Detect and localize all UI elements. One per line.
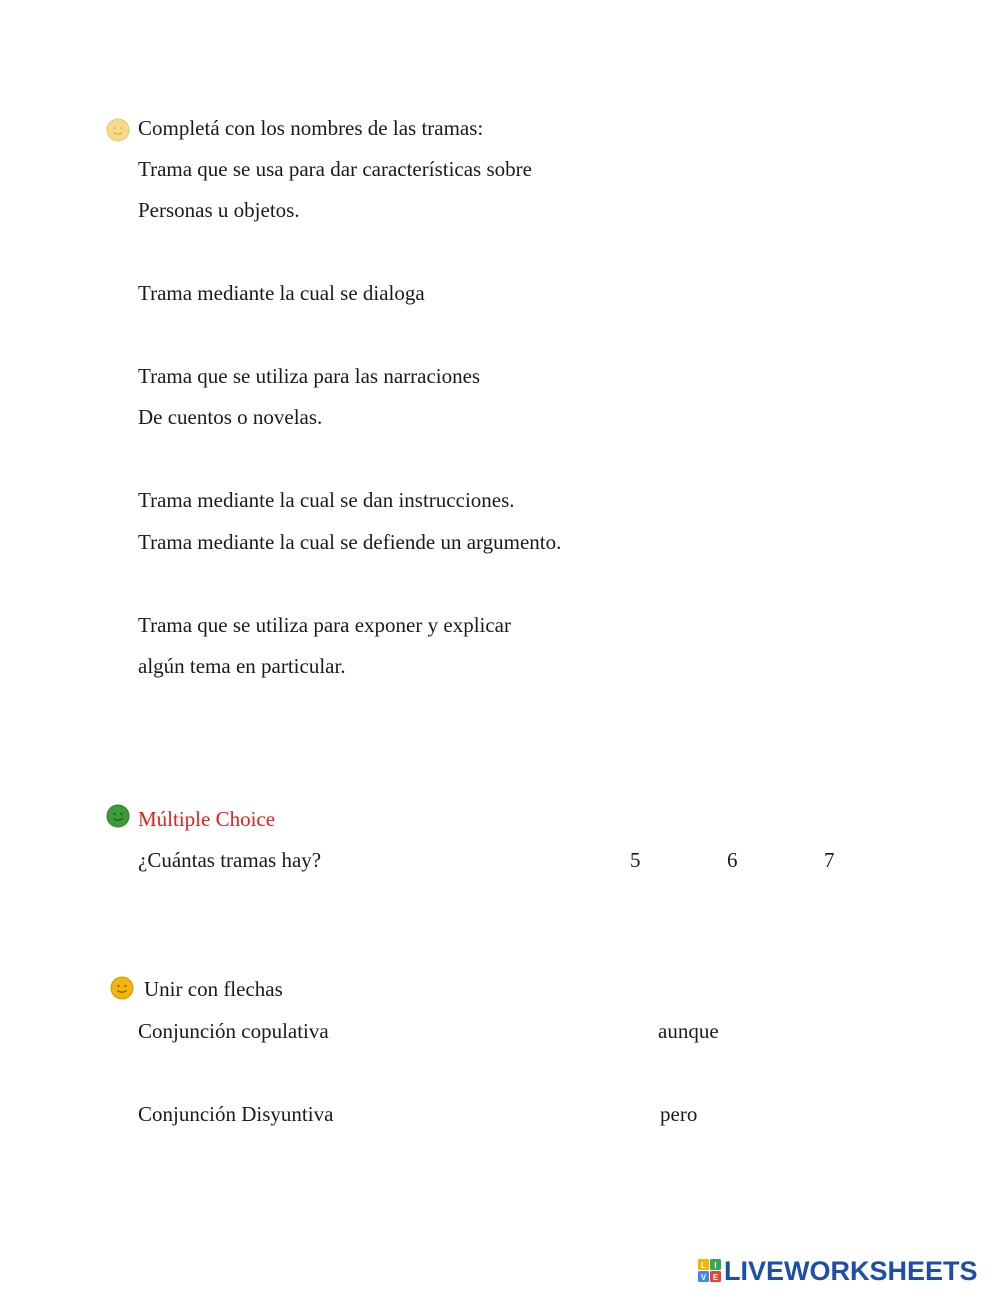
choice-option[interactable]: 6 <box>727 848 738 872</box>
prompt-line: Trama mediante la cual se defiende un argumento. <box>138 530 562 554</box>
prompt-line: Personas u objetos. <box>138 198 300 222</box>
badge-letter: L <box>701 1261 706 1270</box>
prompt-line: Trama que se utiliza para las narraciones <box>138 364 481 388</box>
match-right-item[interactable]: pero <box>660 1102 698 1126</box>
match-left-item[interactable]: Conjunción copulativa <box>138 1019 329 1043</box>
smiley-face-icon <box>106 804 130 828</box>
smiley-face-icon <box>106 118 130 142</box>
prompt-line: algún tema en particular. <box>138 654 346 678</box>
badge-letter: E <box>712 1273 719 1282</box>
section-heading-completa: Completá con los nombres de las tramas: <box>138 116 484 140</box>
prompt-line: Trama que se utiliza para exponer y explicar <box>138 613 511 637</box>
prompt-line: Trama mediante la cual se dialoga <box>138 281 425 305</box>
badge-letter: V <box>700 1273 707 1282</box>
section-heading-unir: Unir con flechas <box>144 977 283 1001</box>
match-right-item[interactable]: aunque <box>658 1019 719 1043</box>
liveworksheets-logo <box>698 1257 978 1285</box>
choice-option[interactable]: 5 <box>630 848 641 872</box>
prompt-line: De cuentos o novelas. <box>138 405 323 429</box>
logo-wordmark: LIVEWORKSHEETS <box>724 1255 978 1286</box>
prompt-line: Trama mediante la cual se dan instrucciones. <box>138 488 515 512</box>
prompt-line: Trama que se usa para dar características sobre <box>138 157 532 181</box>
question-text: ¿Cuántas tramas hay? <box>138 848 322 872</box>
choice-option[interactable]: 7 <box>824 848 835 872</box>
liveworksheets-badge-icon <box>698 1259 722 1283</box>
badge-letter: I <box>714 1261 717 1270</box>
section-heading-multiple-choice: Múltiple Choice <box>138 807 276 831</box>
match-left-item[interactable]: Conjunción Disyuntiva <box>138 1102 334 1126</box>
smiley-face-icon <box>110 976 134 1000</box>
